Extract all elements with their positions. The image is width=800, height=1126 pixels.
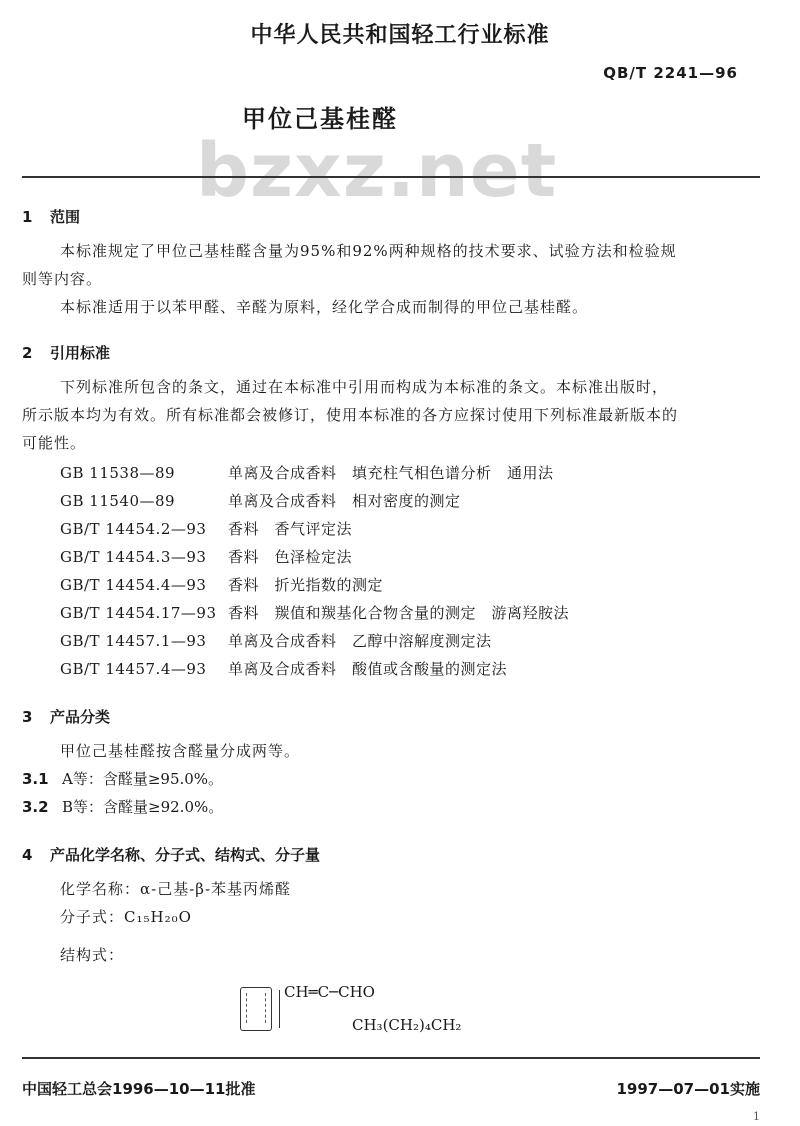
molecular-formula: 分子式：C₁₅H₂₀O bbox=[60, 908, 192, 926]
paragraph-line: 可能性。 bbox=[22, 434, 87, 452]
bond-line bbox=[279, 990, 280, 1028]
subclause-text: B等：含醛量≥92.0%。 bbox=[62, 798, 224, 816]
section-number: 4 bbox=[22, 846, 33, 864]
footer-rule bbox=[22, 1057, 760, 1059]
watermark: bzxz.net bbox=[196, 128, 558, 214]
paragraph-line: 下列标准所包含的条文，通过在本标准中引用而构成为本标准的条文。本标准出版时， bbox=[60, 378, 669, 396]
header-rule bbox=[22, 176, 760, 178]
reference-item bbox=[60, 462, 554, 483]
reference-code: GB/T 14454.17—93 bbox=[60, 604, 217, 622]
reference-title: 单离及合成香料 相对密度的测定 bbox=[228, 492, 461, 510]
paragraph-line: 所示版本均为有效。所有标准都会被修订，使用本标准的各方应探讨使用下列标准最新版本的 bbox=[22, 406, 679, 424]
section-title: 产品分类 bbox=[50, 708, 111, 726]
reference-title: 单离及合成香料 乙醇中溶解度测定法 bbox=[228, 632, 492, 650]
reference-item bbox=[60, 658, 507, 679]
reference-item bbox=[60, 546, 352, 567]
reference-code: GB/T 14457.1—93 bbox=[60, 632, 207, 650]
approval-date: 中国轻工总会1996—10—11批准 bbox=[22, 1080, 256, 1098]
reference-code: GB 11538—89 bbox=[60, 464, 176, 482]
benzene-ring-inner-bonds bbox=[246, 993, 266, 1023]
section-number: 2 bbox=[22, 344, 33, 362]
subclause-text: A等：含醛量≥95.0%。 bbox=[62, 770, 224, 788]
standard-number: QB/T 2241—96 bbox=[603, 64, 738, 82]
subclause-number: 3.1 bbox=[22, 770, 49, 788]
reference-item bbox=[60, 518, 352, 539]
reference-code: GB/T 14454.2—93 bbox=[60, 520, 207, 538]
page-number: 1 bbox=[753, 1110, 760, 1123]
section-1-heading bbox=[22, 206, 80, 227]
paragraph-line: 本标准适用于以苯甲醛、辛醛为原料，经化学合成而制得的甲位己基桂醛。 bbox=[60, 298, 589, 316]
reference-code: GB/T 14454.4—93 bbox=[60, 576, 207, 594]
reference-title: 香料 香气评定法 bbox=[228, 520, 353, 538]
reference-title: 香料 色泽检定法 bbox=[228, 548, 353, 566]
section-4-heading bbox=[22, 844, 320, 865]
section-2-heading bbox=[22, 342, 110, 363]
reference-item bbox=[60, 574, 383, 595]
subclause-number: 3.2 bbox=[22, 798, 49, 816]
reference-code: GB 11540—89 bbox=[60, 492, 176, 510]
structure-line-1: CH═C─CHO bbox=[284, 983, 375, 1001]
structure-label: 结构式： bbox=[60, 946, 125, 964]
structure-line-2: CH₃(CH₂)₄CH₂ bbox=[352, 1016, 462, 1034]
chemical-name: 化学名称：α-己基-β-苯基丙烯醛 bbox=[60, 880, 292, 898]
reference-item bbox=[60, 490, 461, 511]
paragraph-line: 本标准规定了甲位己基桂醛含量为95%和92%两种规格的技术要求、试验方法和检验规 bbox=[60, 242, 677, 260]
reference-code: GB/T 14457.4—93 bbox=[60, 660, 207, 678]
reference-item bbox=[60, 602, 569, 623]
paragraph-line: 甲位己基桂醛按含醛量分成两等。 bbox=[60, 742, 301, 760]
reference-title: 香料 折光指数的测定 bbox=[228, 576, 384, 594]
section-title: 范围 bbox=[50, 208, 81, 226]
implementation-date: 1997—07—01实施 bbox=[616, 1080, 760, 1098]
section-number: 3 bbox=[22, 708, 33, 726]
reference-title: 香料 羰值和羰基化合物含量的测定 游离羟胺法 bbox=[228, 604, 570, 622]
paragraph-line: 则等内容。 bbox=[22, 270, 103, 288]
standard-category-title: 中华人民共和国轻工行业标准 bbox=[250, 23, 550, 48]
document-title: 甲位己基桂醛 bbox=[242, 105, 398, 133]
reference-title: 单离及合成香料 填充柱气相色谱分析 通用法 bbox=[228, 464, 554, 482]
subclause bbox=[22, 768, 223, 789]
reference-item bbox=[60, 630, 492, 651]
section-title: 产品化学名称、分子式、结构式、分子量 bbox=[50, 846, 321, 864]
reference-code: GB/T 14454.3—93 bbox=[60, 548, 207, 566]
section-3-heading bbox=[22, 706, 110, 727]
section-number: 1 bbox=[22, 208, 33, 226]
subclause bbox=[22, 796, 223, 817]
section-title: 引用标准 bbox=[50, 344, 111, 362]
reference-title: 单离及合成香料 酸值或含酸量的测定法 bbox=[228, 660, 508, 678]
